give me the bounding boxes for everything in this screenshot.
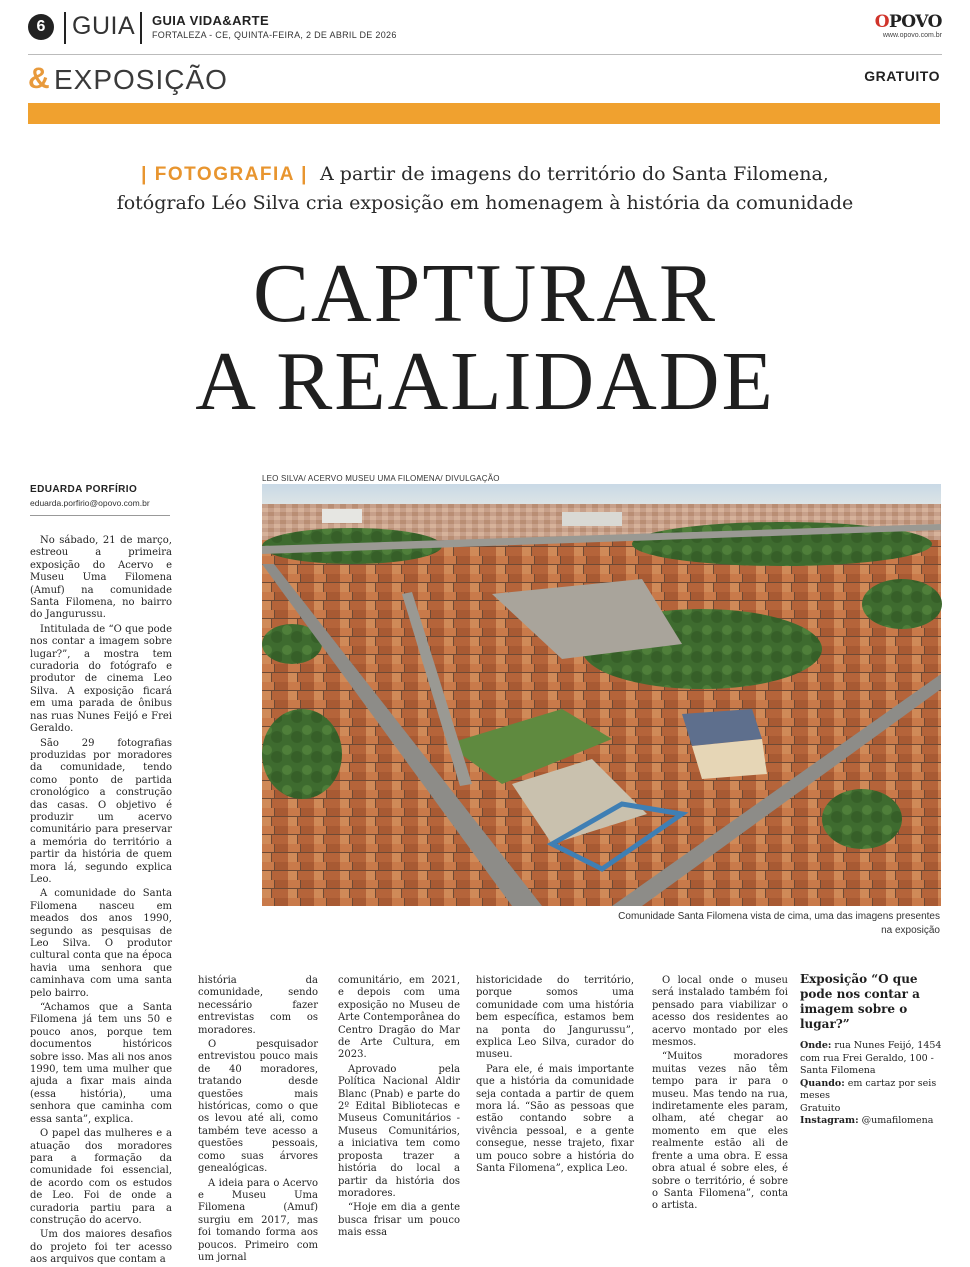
info-when-value: em cartaz por seis meses xyxy=(800,1077,937,1101)
article-column-4 xyxy=(476,975,634,1175)
paragraph: historicidade do território, porque somos uma comunidade com uma história bem específica, estamos bem na ponta do Jangurussu”, explica Leo Silva, curador do museu. xyxy=(476,975,634,1061)
info-when xyxy=(800,1078,942,1103)
dateline: FORTALEZA - CE, QUINTA-FEIRA, 2 DE ABRIL DE 2026 xyxy=(152,30,397,40)
info-instagram xyxy=(800,1115,942,1128)
headline xyxy=(0,247,970,428)
byline-author: EDUARDA PORFÍRIO xyxy=(30,484,138,495)
paragraph: história da comunidade, sendo necessário fazer entrevistas com os moradores. xyxy=(198,975,318,1036)
paragraph: O pesquisador entrevistou pouco mais de 40 moradores, tratando desde questões mais históricas, como o que os levou até ali, como também teve acesso a questões pessoais, como suas árvores genealógicas. xyxy=(198,1039,318,1175)
paragraph: Para ele, é mais importante que a história da comunidade seja contada a partir de quem mora lá. “São as pessoas que estão contando sobre a vivência pessoal, e a gente consegue, nesse trajeto, fixar um pouco sobre a história do Santa Filomena”, explica Leo. xyxy=(476,1063,634,1175)
header-rule xyxy=(28,54,942,55)
aerial-neighborhood-image xyxy=(262,484,941,906)
byline-rule xyxy=(30,515,170,516)
paragraph: O papel das mulheres e a atuação dos moradores para a formação da comunidade foi essencial, de acordo com os estudos de Leo. Foi de onde a curadoria partiu para a construção do acervo. xyxy=(30,1128,172,1226)
info-when-label: Quando: xyxy=(800,1077,845,1089)
info-title: Exposição “O que pode nos contar a imagem sobre o lugar?” xyxy=(800,972,920,1031)
info-instagram-value[interactable]: @umafilomena xyxy=(861,1115,934,1126)
info-instagram-label: Instagram: xyxy=(800,1115,859,1126)
photo-credit: LEO SILVA/ ACERVO MUSEU UMA FILOMENA/ DIVULGAÇÃO xyxy=(262,474,500,483)
article-column-5 xyxy=(652,975,788,1212)
aerial-photo xyxy=(262,484,941,906)
deck-line-1: A partir de imagens do território do Santa Filomena, xyxy=(320,163,829,185)
page-header xyxy=(28,12,942,46)
publication-name: GUIA VIDA&ARTE xyxy=(152,13,270,28)
deck-tag: | FOTOGRAFIA | xyxy=(141,164,308,185)
price-tag: GRATUITO xyxy=(864,68,940,84)
section-name: GUIA xyxy=(72,12,136,40)
logo-url: www.opovo.com.br xyxy=(882,32,942,39)
section-kicker: EXPOSIÇÃO xyxy=(54,64,228,95)
paragraph: “Muitos moradores muitas vezes não têm tempo para ir para o museu. Mas tendo na rua, indiretamente eles param, olham, até chegar ao momento em que eles realmente estão ali de frente a uma obra. E essa obra atual é sobre eles, é sobre o território, é sobre o Santa Filomena”, conta o artista. xyxy=(652,1051,788,1212)
event-info-box xyxy=(800,972,942,1128)
headline-line-2: A REALIDADE xyxy=(195,335,775,428)
article-column-3 xyxy=(338,975,460,1239)
paragraph: “Achamos que a Santa Filomena já tem uns 50 e pouco anos, porque tem documentos históricos sobre isso. Mas ali nos anos 1990, tem uma mulher que ajuda a fixar mais ainda (essa história), uma senhora que caminha com essa santa”, explica. xyxy=(30,1002,172,1125)
paragraph: São 29 fotografias produzidas por moradores da comunidade, tendo como ponto de partida cronológico a construção das casas. O objetivo é produzir um acervo comunitário para preservar a memória do território a partir da história de quem mora lá, segundo explica Leo. xyxy=(30,737,172,885)
info-price: Gratuito xyxy=(800,1102,841,1114)
article-column-2 xyxy=(198,975,318,1263)
article-deck xyxy=(60,160,910,217)
byline-email[interactable]: eduarda.porfirio@opovo.com.br xyxy=(30,498,150,508)
paragraph: Intitulada de “O que pode nos contar a imagem sobre lugar?”, a mostra tem curadoria do fotógrafo e produtor de cinema Leo Silva. A exposição ficará em uma parada de ônibus nas ruas Nunes Feijó e Frei Geraldo. xyxy=(30,623,172,735)
paragraph: O local onde o museu será instalado também foi pensado para viabilizar o acesso dos residentes ao acervo montado por eles mesmos. xyxy=(652,975,788,1049)
article-column-1 xyxy=(30,535,172,1266)
ampersand-mark: & xyxy=(28,62,50,95)
deck-line-2: fotógrafo Léo Silva cria exposição em homenagem à história da comunidade xyxy=(116,192,854,214)
headline-line-1: CAPTURAR xyxy=(252,247,718,340)
info-where-label: Onde: xyxy=(800,1040,832,1051)
header-divider xyxy=(64,12,66,44)
paragraph: A comunidade do Santa Filomena nasceu em meados dos anos 1990, segundo as pesquisas de Leo Silva. O produtor cultural conta que na época havia uma senhora que caminhava com uma santa pelo bairro. xyxy=(30,888,172,999)
paragraph: Um dos maiores desafios do projeto foi ter acesso aos arquivos que contam a xyxy=(30,1229,172,1266)
paragraph: A ideia para o Acervo e Museu Uma Filomena (Amuf) surgiu em 2017, mas foi tomando forma aos poucos. Primeiro com um jornal xyxy=(198,1177,318,1263)
paragraph: comunitário, em 2021, e depois com uma exposição no Museu de Arte Contemporânea do Centro Dragão do Mar de Arte Cultura, em 2023. xyxy=(338,975,460,1061)
photo-caption: Comunidade Santa Filomena vista de cima, uma das imagens presentes na exposição xyxy=(618,911,940,936)
paragraph: “Hoje em dia a gente busca frisar um pouco mais essa xyxy=(338,1202,460,1239)
paragraph: No sábado, 21 de março, estreou a primeira exposição do Acervo e Museu Uma Filomena (Amuf) na comunidade Santa Filomena, no bairro do Jangurussu. xyxy=(30,535,172,621)
page-number: 6 xyxy=(28,14,54,40)
newspaper-logo: OPOVO xyxy=(874,12,942,32)
paragraph: Aprovado pela Política Nacional Aldir Blanc (Pnab) e parte do 2º Edital Bibliotecas e Museus Comunitários - Museus Comunitários, a iniciativa tem como proposta trazer a história do local a partir da história dos moradores. xyxy=(338,1063,460,1199)
info-where-value: rua Nunes Feijó, 1454 com rua Frei Geraldo, 100 - Santa Filomena xyxy=(800,1040,942,1076)
header-divider xyxy=(140,12,142,44)
accent-bar xyxy=(28,103,940,124)
info-where xyxy=(800,1040,942,1078)
